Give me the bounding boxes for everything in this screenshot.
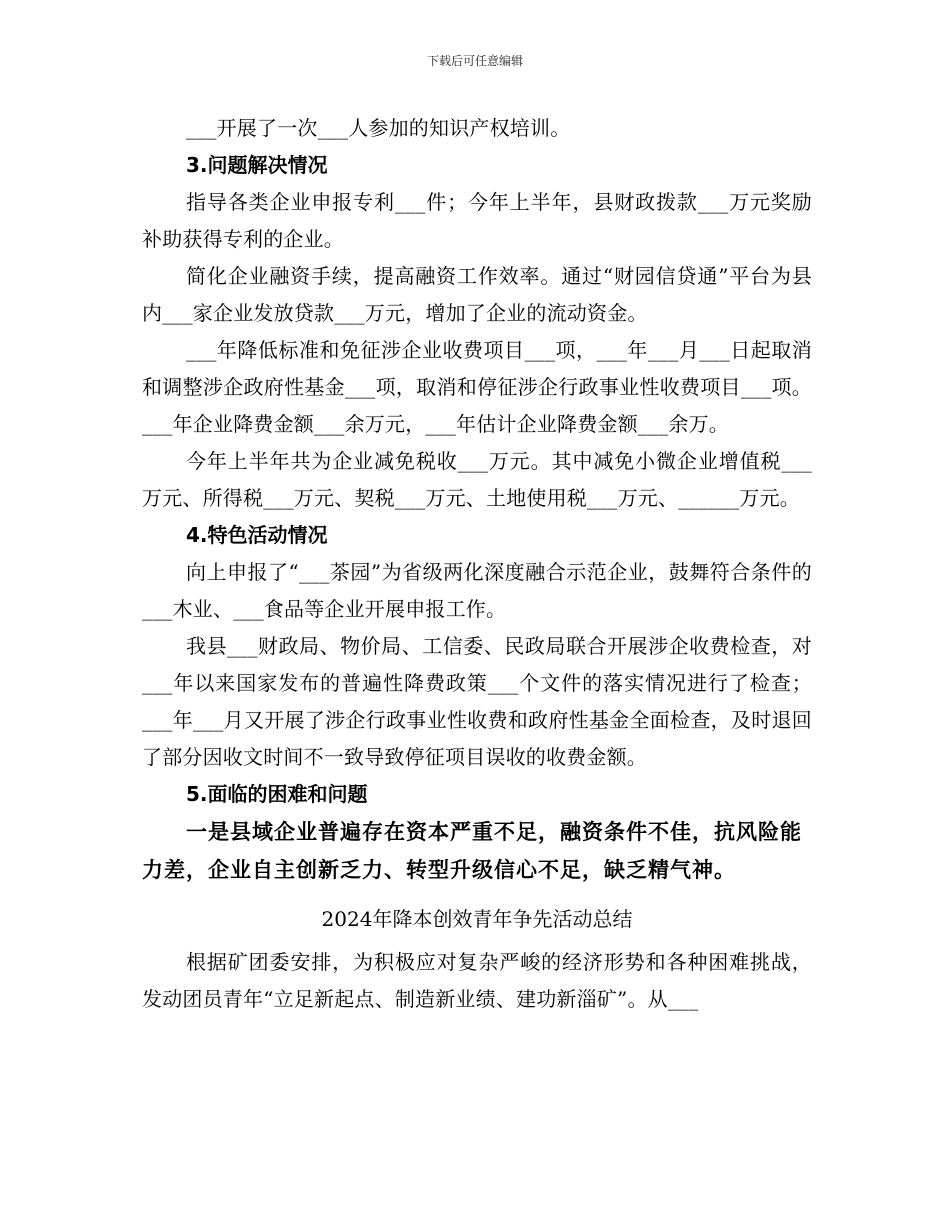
document-title: 2024年降本创效青年争先活动总结 <box>321 907 633 931</box>
paragraph-training: ___开展了一次___人参加的知识产权培训。 <box>186 116 571 140</box>
heading-problem-solving: 3.问题解决情况 <box>186 153 328 177</box>
paragraph-financing: 简化企业融资手续，提高融资工作效率。通过“财园信贷通”平台为县内___家企业发放贷款___万元，增加了企业的流动资金。 <box>142 264 812 325</box>
paragraph-difficulty-one: 一是县域企业普遍存在资本严重不足，融资条件不佳，抗风险能力差，企业自主创新乏力、转型升级信心不足，缺乏精气神。 <box>142 820 802 882</box>
paragraph-fee-inspection: 我县___财政局、物价局、工信委、民政局联合开展涉企收费检查，对___年以来国家发布的普遍性降费政策___个文件的落实情况进行了检查；___年___月又开展了涉企行政事业性收费和政府性基金全面检查，及时退回了部分因收文时间不一致导致停征项目误收的收费金额。 <box>142 634 812 769</box>
document-body <box>142 110 812 1018</box>
heading-difficulties: 5.面临的困难和问题 <box>186 782 368 806</box>
paragraph-demonstration: 向上申报了“___茶园”为省级两化深度融合示范企业，鼓舞符合条件的___木业、___食品等企业开展申报工作。 <box>142 560 812 621</box>
paragraph-fee-reduction: ___年降低标准和免征涉企业收费项目___项，___年___月___日起取消和调整涉企政府性基金___项，取消和停征涉企行政事业性收费项目___项。___年企业降费金额___余万元，___年估计企业降费金额___余万。 <box>142 338 812 436</box>
paragraph-tax-relief: 今年上半年共为企业减免税收___万元。其中减免小微企业增值税___万元、所得税___万元、契税___万元、土地使用税___万元、______万元。 <box>142 449 812 510</box>
page-header: 下载后可任意编辑 <box>426 54 523 68</box>
paragraph-intro: 根据矿团委安排，为积极应对复杂严峻的经济形势和各种困难挑战，发动团员青年“立足新起点、制造新业绩、建功新淄矿”。从___ <box>142 950 812 1011</box>
paragraph-patents: 指导各类企业申报专利___件；今年上半年，县财政拨款___万元奖励补助获得专利的企业。 <box>142 190 812 251</box>
heading-featured-activities: 4.特色活动情况 <box>186 523 328 547</box>
